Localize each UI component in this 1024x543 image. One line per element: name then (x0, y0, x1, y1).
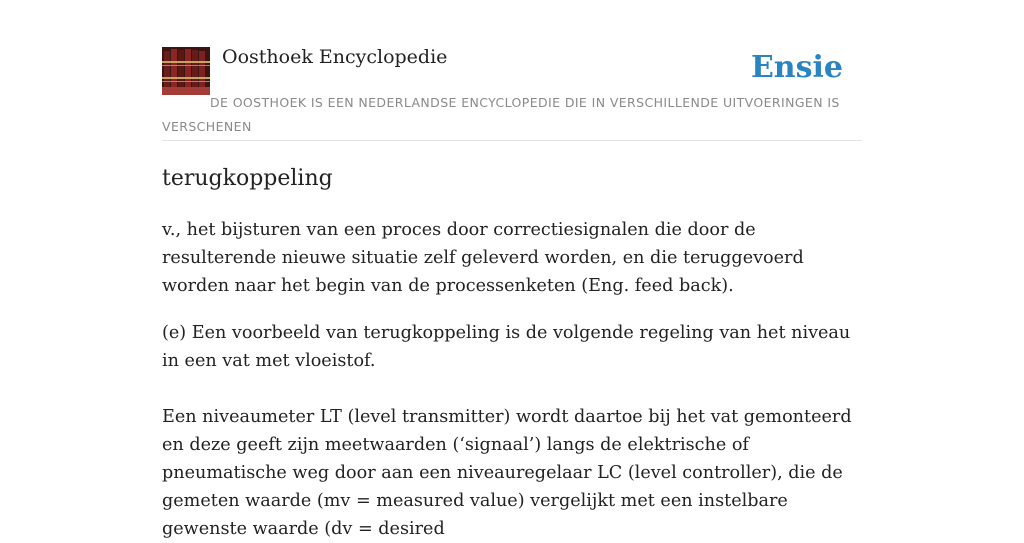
site-header (162, 0, 862, 141)
site-tagline: DE OOSTHOEK IS EEN NEDERLANDSE ENCYCLOPEDIE DIE IN VERSCHILLENDE UITVOERINGEN IS VERSCHENEN (162, 95, 840, 134)
article-paragraph: Een niveaumeter LT (level transmitter) wordt daartoe bij het vat gemonteerd en deze geeft zijn meetwaarden (‘signaal’) langs de elektrische of pneumatische weg door aan een niveauregelaar LC (level controller), die de gemeten waarde (mv = measured value) vergelijkt met een instelbare gewenste waarde (dv = desired (162, 407, 852, 539)
article-paragraph: v., het bijsturen van een proces door correctiesignalen die door de resulterende nieuwe situatie zelf geleverd worden, en die teruggevoerd worden naar het begin van de processenketen (Eng. feed back). (162, 220, 804, 296)
book-spines-icon[interactable] (162, 47, 210, 95)
article (162, 164, 867, 543)
article-term: terugkoppeling (162, 166, 333, 191)
brand-logo[interactable]: Ensie (750, 50, 843, 85)
site-name[interactable]: Oosthoek Encyclopedie (222, 46, 448, 68)
article-paragraph: (e) Een voorbeeld van terugkoppeling is de volgende regeling van het niveau in een vat met vloeistof. (162, 323, 851, 371)
